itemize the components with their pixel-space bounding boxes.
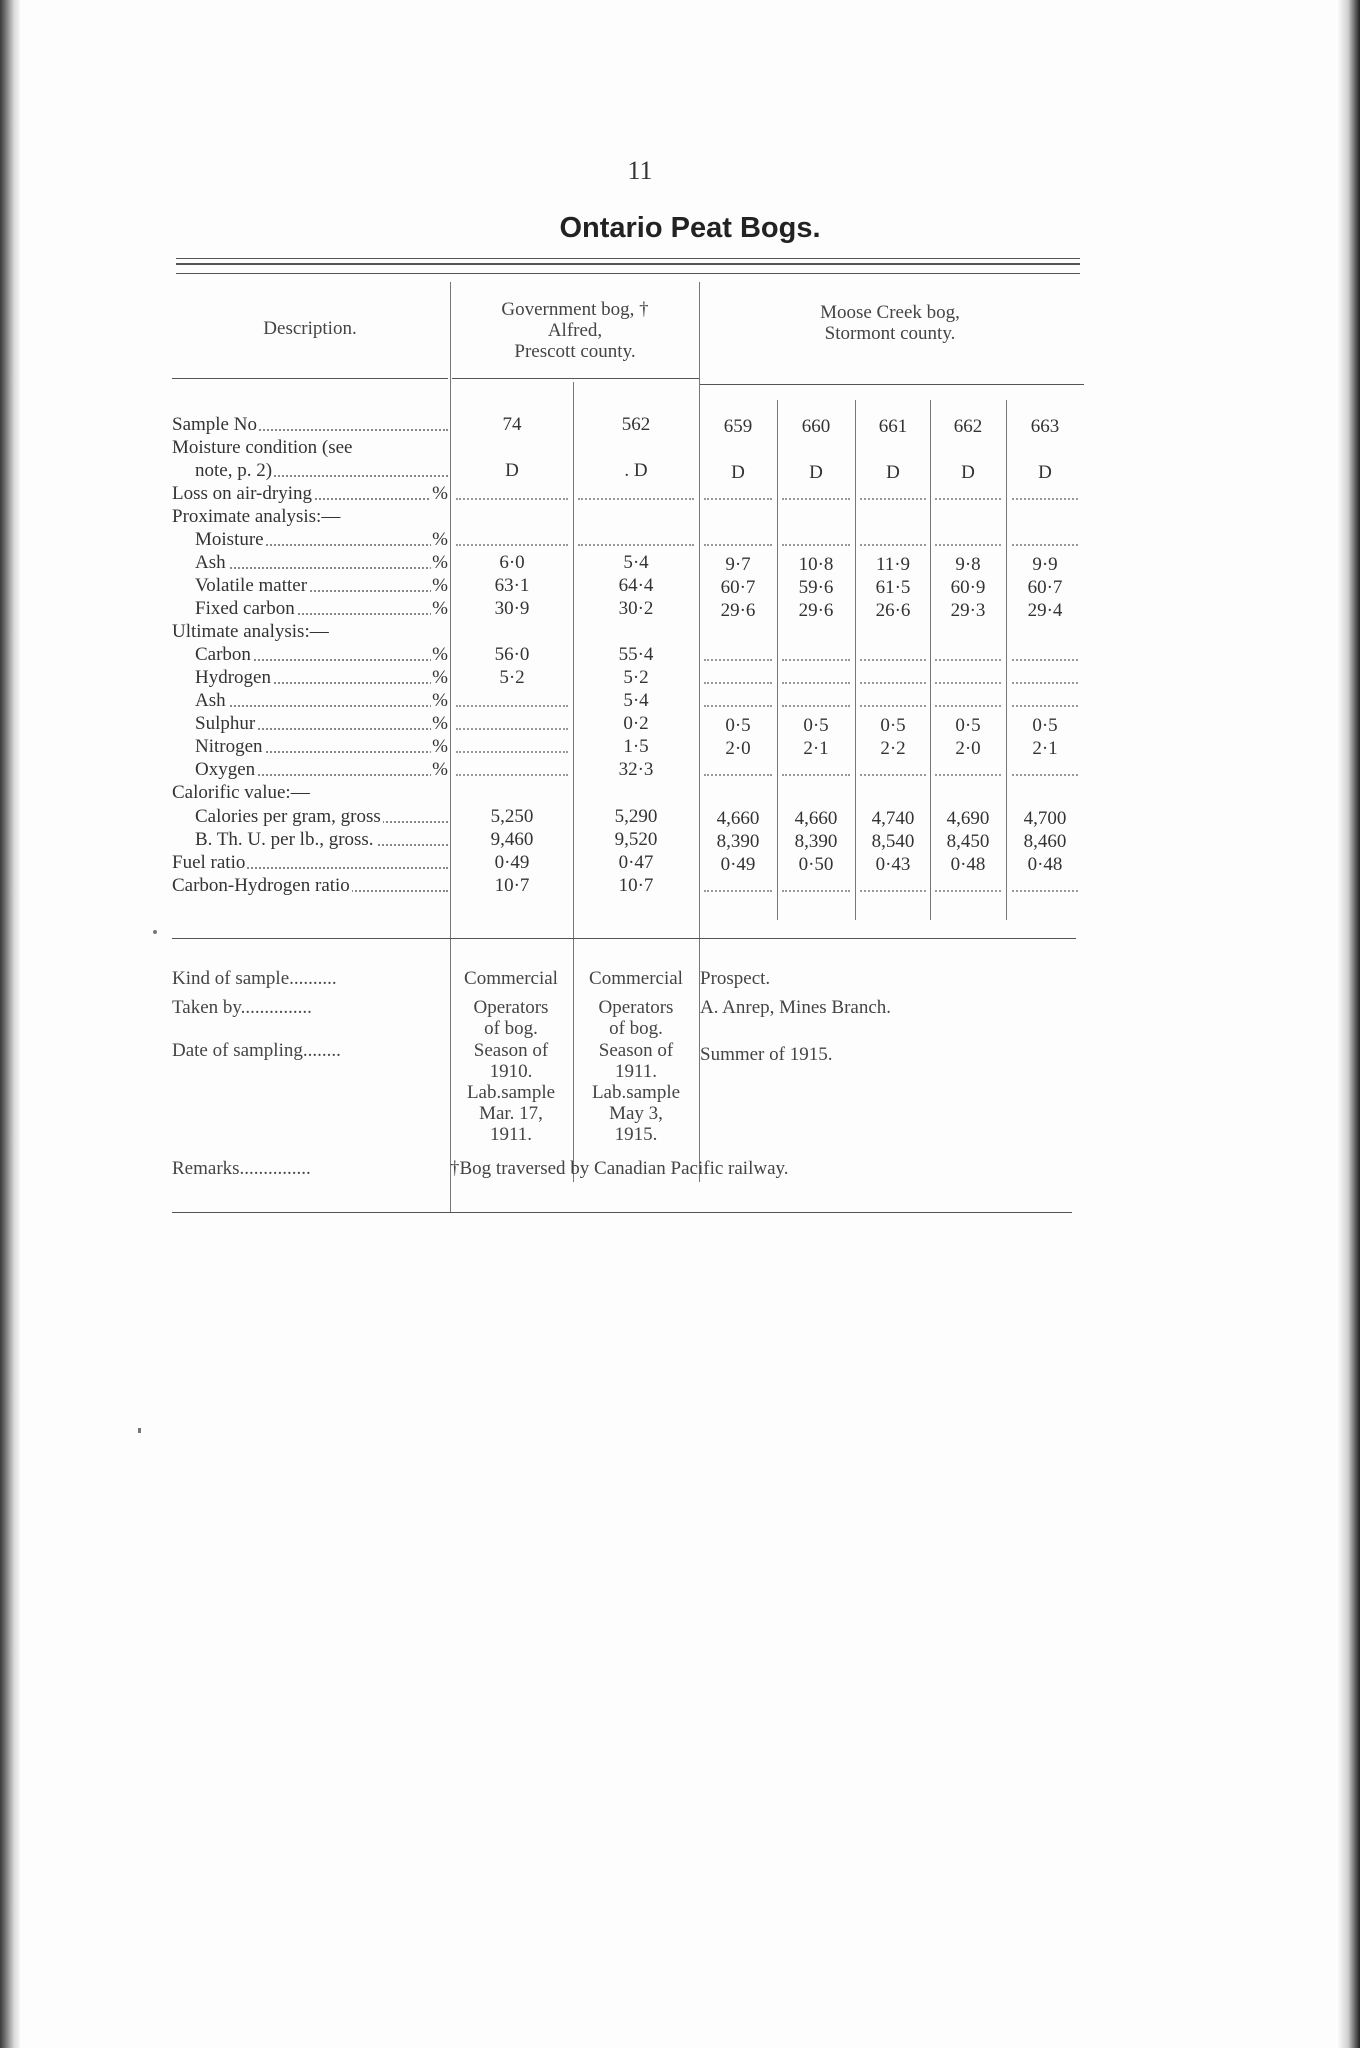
footer-date-label-text: Date of sampling	[172, 1040, 303, 1061]
table-cell: D	[886, 462, 900, 483]
empty-cell-dots	[578, 497, 694, 500]
table-cell: 5,290	[614, 806, 658, 827]
row-label	[195, 552, 448, 574]
table-cell: 0·47	[618, 852, 654, 873]
footer-date-moose: Summer of 1915.	[700, 1044, 833, 1065]
table-cell: 2·2	[880, 738, 906, 759]
row-label	[172, 621, 448, 643]
footer-date-label	[172, 1040, 442, 1061]
table-cell: 5·2	[623, 667, 649, 688]
table-cell: 29·6	[720, 600, 756, 621]
header-government-bog	[452, 299, 698, 362]
table-cell: 61·5	[875, 577, 911, 598]
empty-cell-dots	[782, 543, 850, 546]
table-cell: 5·2	[499, 667, 525, 688]
empty-cell-dots	[860, 681, 926, 684]
row-label-text: Sulphur	[195, 713, 256, 734]
empty-cell-dots	[935, 773, 1001, 776]
empty-cell-dots	[1012, 543, 1078, 546]
empty-cell-dots	[456, 727, 568, 730]
table-cell: 5·4	[623, 552, 649, 573]
column-line-663	[1006, 400, 1007, 920]
row-label-text: Volatile matter	[195, 575, 308, 596]
table-cell: D	[731, 462, 745, 483]
footer-taken-moose: A. Anrep, Mines Branch.	[700, 997, 892, 1018]
header-rule-left	[172, 378, 448, 379]
row-label	[195, 598, 448, 620]
table-cell: 10·7	[494, 875, 530, 896]
empty-cell-dots	[860, 658, 926, 661]
row-label	[195, 644, 448, 666]
table-cell: 0·48	[1027, 854, 1063, 875]
table-cell: 8,390	[716, 831, 760, 852]
table-cell: D	[961, 462, 975, 483]
empty-cell-dots	[935, 889, 1001, 892]
row-label-text: B. Th. U. per lb., gross.	[195, 829, 374, 850]
footer-taken-562	[572, 997, 700, 1039]
footer-kind-moose: Prospect.	[700, 968, 771, 989]
row-unit: %	[432, 690, 448, 711]
row-label	[195, 806, 448, 828]
empty-cell-dots	[782, 497, 850, 500]
table-cell: 8,450	[946, 831, 990, 852]
table-cell: D	[1038, 462, 1052, 483]
empty-cell-dots	[456, 497, 568, 500]
stray-mark	[153, 930, 157, 934]
table-cell: 9·8	[955, 554, 981, 575]
table-cell: 8,460	[1023, 831, 1067, 852]
header-moose-line-2: Stormont county.	[824, 323, 956, 344]
table-cell: 9,460	[490, 829, 534, 850]
footer-remarks-label	[172, 1158, 448, 1179]
empty-cell-dots	[782, 658, 850, 661]
footer-taken-dots: ...............	[240, 997, 312, 1018]
footer-date-562-line-1: Season of	[598, 1040, 674, 1061]
empty-cell-dots	[704, 889, 772, 892]
row-unit: %	[432, 736, 448, 757]
table-cell: 0·49	[494, 852, 530, 873]
row-label-text: Calories per gram, gross	[195, 806, 381, 827]
footer-taken-74-line-2: of bog.	[484, 1018, 538, 1039]
table-cell: 11·9	[875, 554, 911, 575]
table-cell: 4,660	[716, 808, 760, 829]
footer-kind-74: Commercial	[464, 968, 558, 989]
top-rule-3	[176, 273, 1080, 274]
row-label-text: Proximate analysis:—	[172, 506, 341, 527]
footer-date-562-line-2: 1911.	[614, 1061, 658, 1082]
table-cell: 10·7	[618, 875, 654, 896]
empty-cell-dots	[935, 704, 1001, 707]
row-unit: %	[432, 552, 448, 573]
table-cell: 56·0	[494, 644, 530, 665]
header-moose-creek	[700, 302, 1080, 344]
row-label	[195, 829, 448, 851]
table-cell: 9·9	[1032, 554, 1058, 575]
row-label	[195, 690, 448, 712]
table-cell: 64·4	[618, 575, 654, 596]
row-label	[172, 875, 448, 897]
row-unit: %	[432, 483, 448, 504]
row-label-text: Moisture condition (see	[172, 437, 353, 458]
table-cell: 4,740	[871, 808, 915, 829]
row-unit: %	[432, 529, 448, 550]
empty-cell-dots	[935, 658, 1001, 661]
table-cell: 0·2	[623, 713, 649, 734]
footer-taken-74	[450, 997, 572, 1039]
table-cell: D	[809, 462, 823, 483]
table-cell: 661	[878, 416, 908, 437]
header-rule-gov	[452, 378, 700, 379]
footer-date-562-line-4: May 3,	[609, 1103, 663, 1124]
row-unit: %	[432, 667, 448, 688]
header-moose-line-1: Moose Creek bog,	[820, 302, 960, 323]
footer-taken-74-line-1: Operators	[473, 997, 549, 1018]
stray-mark-2	[138, 1428, 141, 1433]
row-label	[195, 736, 448, 758]
header-government-line-1: Government bog, †	[501, 299, 649, 320]
table-cell: 63·1	[494, 575, 530, 596]
empty-cell-dots	[704, 543, 772, 546]
table-cell: 660	[801, 416, 831, 437]
footer-taken-562-line-1: Operators	[598, 997, 674, 1018]
table-cell: 30·9	[494, 598, 530, 619]
empty-cell-dots	[1012, 497, 1078, 500]
footer-date-74-line-1: Season of	[473, 1040, 549, 1061]
table-cell: 5,250	[490, 806, 534, 827]
empty-cell-dots	[782, 889, 850, 892]
row-label	[195, 759, 448, 781]
table-cell: D	[505, 460, 519, 481]
row-label-text: Nitrogen	[195, 736, 263, 757]
page-title: Ontario Peat Bogs.	[559, 212, 821, 244]
empty-cell-dots	[1012, 658, 1078, 661]
row-unit: %	[432, 575, 448, 596]
footer-taken-label-text: Taken by	[172, 997, 241, 1018]
bottom-rule	[172, 1212, 1072, 1213]
row-unit: %	[432, 644, 448, 665]
empty-cell-dots	[456, 750, 568, 753]
empty-cell-dots	[1012, 681, 1078, 684]
footer-taken-label	[172, 997, 442, 1018]
row-label-text: note, p. 2)	[195, 460, 273, 481]
empty-cell-dots	[860, 543, 926, 546]
book-binding-right	[1338, 0, 1360, 2048]
row-label-text: Oxygen	[195, 759, 256, 780]
table-cell: 0·5	[880, 715, 906, 736]
row-unit: %	[432, 713, 448, 734]
footer-kind-label-text: Kind of sample	[172, 968, 290, 989]
row-label	[195, 460, 448, 482]
row-label-text: Ash	[195, 552, 226, 573]
footer-kind-dots: ..........	[289, 968, 337, 989]
row-label-text: Loss on air-drying	[172, 483, 312, 504]
row-label-text: Ultimate analysis:—	[172, 621, 329, 642]
empty-cell-dots	[456, 773, 568, 776]
row-label	[172, 782, 448, 804]
row-unit: %	[432, 598, 448, 619]
row-label-text: Moisture	[195, 529, 264, 550]
table-cell: 4,700	[1023, 808, 1067, 829]
footer-date-dots: ........	[302, 1040, 341, 1061]
table-cell: 0·49	[720, 854, 756, 875]
table-cell: 29·4	[1027, 600, 1063, 621]
row-label-text: Sample No	[172, 414, 257, 435]
table-cell: 8,540	[871, 831, 915, 852]
header-government-line-2: Alfred,	[547, 320, 603, 341]
page-number: 11	[627, 156, 653, 185]
empty-cell-dots	[1012, 704, 1078, 707]
table-cell: 663	[1030, 416, 1060, 437]
footer-date-74-line-5: 1911.	[489, 1124, 533, 1145]
empty-cell-dots	[704, 773, 772, 776]
table-cell: 60·7	[720, 577, 756, 598]
empty-cell-dots	[935, 543, 1001, 546]
table-cell: 0·5	[955, 715, 981, 736]
table-cell: 6·0	[499, 552, 525, 573]
row-label-text: Carbon-Hydrogen ratio	[172, 875, 350, 896]
empty-cell-dots	[860, 773, 926, 776]
empty-cell-dots	[860, 889, 926, 892]
empty-cell-dots	[578, 543, 694, 546]
footer-date-74	[450, 1040, 572, 1145]
table-cell: . D	[624, 460, 648, 481]
row-label	[172, 506, 448, 528]
table-cell: 60·7	[1027, 577, 1063, 598]
table-cell: 659	[723, 416, 753, 437]
table-cell: 2·1	[803, 738, 829, 759]
empty-cell-dots	[1012, 773, 1078, 776]
table-cell: 662	[953, 416, 983, 437]
row-label-text: Ash	[195, 690, 226, 711]
footer-kind-label	[172, 968, 442, 989]
row-label	[195, 667, 448, 689]
footer-date-74-line-2: 1910.	[489, 1061, 533, 1082]
table-cell: 10·8	[798, 554, 834, 575]
footer-remarks-label-text: Remarks	[172, 1158, 240, 1179]
top-rule-2	[176, 263, 1080, 265]
footer-remarks-dots: ...............	[239, 1158, 311, 1179]
table-cell: 0·5	[1032, 715, 1058, 736]
empty-cell-dots	[456, 543, 568, 546]
table-cell: 9,520	[614, 829, 658, 850]
table-cell: 29·3	[950, 600, 986, 621]
row-label-text: Hydrogen	[195, 667, 271, 688]
row-label-text: Calorific value:—	[172, 782, 310, 803]
header-government-line-3: Prescott county.	[514, 341, 636, 362]
table-cell: 60·9	[950, 577, 986, 598]
table-cell: 29·6	[798, 600, 834, 621]
table-cell: 32·3	[618, 759, 654, 780]
footer-remarks: †Bog traversed by Canadian Pacific railway.	[450, 1158, 789, 1179]
empty-cell-dots	[1012, 889, 1078, 892]
table-cell: 0·5	[803, 715, 829, 736]
empty-cell-dots	[935, 497, 1001, 500]
mid-rule	[172, 938, 1076, 939]
footer-date-74-line-4: Mar. 17,	[479, 1103, 543, 1124]
footer-taken-562-line-2: of bog.	[609, 1018, 663, 1039]
footer-date-74-line-3: Lab.sample	[466, 1082, 556, 1103]
table-cell: 4,660	[794, 808, 838, 829]
empty-cell-dots	[704, 658, 772, 661]
header-rule-moose	[700, 384, 1084, 385]
table-cell: 2·1	[1032, 738, 1058, 759]
table-cell: 2·0	[955, 738, 981, 759]
table-cell: 2·0	[725, 738, 751, 759]
book-binding-left	[0, 0, 20, 2048]
table-cell: 26·6	[875, 600, 911, 621]
footer-kind-562: Commercial	[589, 968, 683, 989]
table-cell: 562	[621, 414, 651, 435]
row-label	[172, 437, 448, 459]
empty-cell-dots	[782, 681, 850, 684]
table-cell: 59·6	[798, 577, 834, 598]
table-cell: 0·50	[798, 854, 834, 875]
empty-cell-dots	[704, 681, 772, 684]
table-cell: 1·5	[623, 736, 649, 757]
table-cell: 4,690	[946, 808, 990, 829]
empty-cell-dots	[860, 704, 926, 707]
row-label	[172, 852, 448, 874]
table-cell: 9·7	[725, 554, 751, 575]
row-label-text: Fixed carbon	[195, 598, 295, 619]
row-label	[195, 529, 448, 551]
row-label	[195, 575, 448, 597]
empty-cell-dots	[782, 773, 850, 776]
table-cell: 5·4	[623, 690, 649, 711]
table-cell: 8,390	[794, 831, 838, 852]
row-label-text: Carbon	[195, 644, 251, 665]
footer-date-562	[572, 1040, 700, 1145]
row-label	[172, 414, 448, 436]
table-cell: 74	[502, 414, 522, 435]
header-description: Description.	[263, 318, 357, 339]
row-unit: %	[432, 759, 448, 780]
row-label	[172, 483, 448, 505]
table-cell: 30·2	[618, 598, 654, 619]
footer-date-562-line-5: 1915.	[614, 1124, 658, 1145]
table-cell: 0·48	[950, 854, 986, 875]
table-cell: 55·4	[618, 644, 654, 665]
empty-cell-dots	[782, 704, 850, 707]
footer-date-562-line-3: Lab.sample	[591, 1082, 681, 1103]
empty-cell-dots	[456, 704, 568, 707]
table-cell: 0·43	[875, 854, 911, 875]
empty-cell-dots	[704, 704, 772, 707]
row-label	[195, 713, 448, 735]
top-rule-1	[176, 258, 1080, 259]
empty-cell-dots	[704, 497, 772, 500]
empty-cell-dots	[935, 681, 1001, 684]
row-label-text: Fuel ratio	[172, 852, 246, 873]
table-cell: 0·5	[725, 715, 751, 736]
empty-cell-dots	[860, 497, 926, 500]
